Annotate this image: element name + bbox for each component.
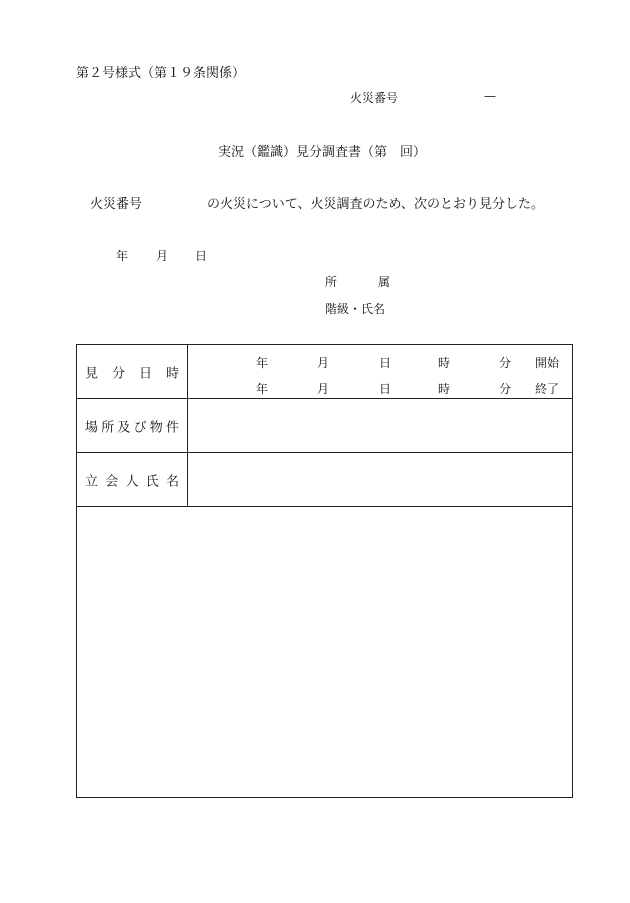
place-value-cell[interactable] xyxy=(188,399,572,452)
start-year: 年 xyxy=(256,356,269,370)
datetime-end-line[interactable] xyxy=(188,380,572,400)
datetime-start-line[interactable] xyxy=(188,354,572,374)
affiliation-dept-b: 属 xyxy=(378,275,391,289)
start-month: 月 xyxy=(317,356,330,370)
witness-label-char: 人 xyxy=(125,474,139,489)
datetime-label-char: 日 xyxy=(138,366,152,381)
document-title: 実況（鑑識）見分調査書（第 回） xyxy=(218,145,427,160)
date-day: 日 xyxy=(195,249,208,263)
witness-label-char: 会 xyxy=(105,474,119,489)
date-month: 月 xyxy=(156,249,169,263)
start-day: 日 xyxy=(379,356,392,370)
fire-number-label: 火災番号 xyxy=(350,91,399,105)
witness-label-cell xyxy=(77,453,188,506)
datetime-label-char: 分 xyxy=(111,366,125,381)
place-label-char: 所 xyxy=(101,420,115,435)
end-day: 日 xyxy=(379,382,392,396)
end-status: 終了 xyxy=(535,382,560,396)
table-row-datetime xyxy=(77,345,572,399)
intro-text: の火災について、火災調査のため、次のとおり見分した。 xyxy=(207,197,544,212)
end-month: 月 xyxy=(317,382,330,396)
form-number: 第２号様式（第１９条関係） xyxy=(76,66,246,81)
datetime-label-char: 見 xyxy=(85,366,99,381)
intro-fire-number-label: 火災番号 xyxy=(90,197,143,212)
start-minute: 分 xyxy=(499,356,512,370)
place-label-char: 物 xyxy=(149,420,163,435)
end-year: 年 xyxy=(256,382,269,396)
witness-value-cell[interactable] xyxy=(188,453,572,506)
survey-table xyxy=(76,344,573,798)
start-hour: 時 xyxy=(438,356,451,370)
table-row-witness xyxy=(77,453,572,507)
place-label-char: 場 xyxy=(85,420,99,435)
place-label-cell xyxy=(77,399,188,452)
affiliation-dept-a: 所 xyxy=(325,275,338,289)
date-year: 年 xyxy=(116,249,129,263)
datetime-label-cell xyxy=(77,345,188,398)
table-row-place xyxy=(77,399,572,453)
end-hour: 時 xyxy=(438,382,451,396)
datetime-label-char: 時 xyxy=(165,366,179,381)
witness-label-char: 立 xyxy=(85,474,99,489)
survey-body-area[interactable] xyxy=(77,507,572,797)
witness-label-char: 名 xyxy=(165,474,179,489)
end-minute: 分 xyxy=(499,382,512,396)
place-label-char: び xyxy=(133,420,147,435)
start-status: 開始 xyxy=(535,356,560,370)
place-label-char: 及 xyxy=(117,420,131,435)
place-label-char: 件 xyxy=(165,420,179,435)
witness-label-char: 氏 xyxy=(145,474,159,489)
fire-number-dash: — xyxy=(484,89,496,103)
rank-name-label: 階級・氏名 xyxy=(325,302,386,316)
